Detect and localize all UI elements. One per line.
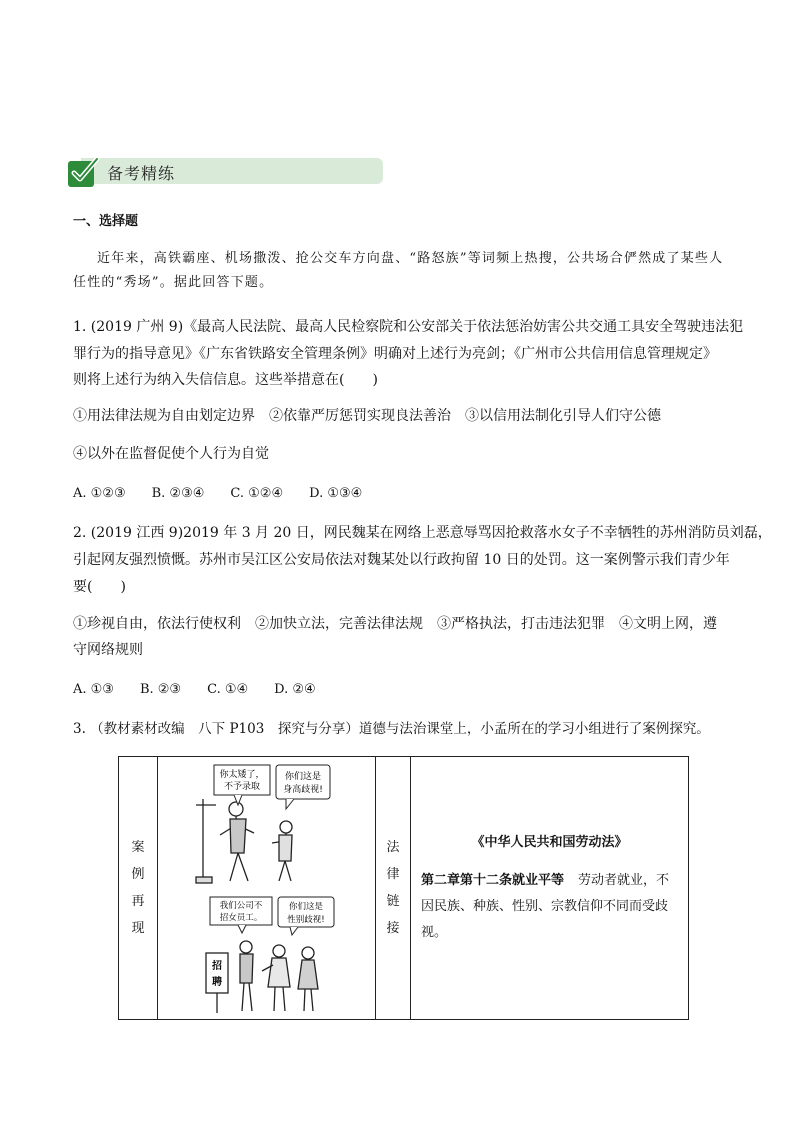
q1-options-line-1: ①用法律法规为自由划定边界 ②依靠严厉惩罚实现良法善治 ③以信用法制化引导人们守公德 xyxy=(73,408,661,424)
law-label-char: 链 xyxy=(386,894,400,909)
cartoon-cell xyxy=(158,757,376,1020)
q1-options-line-2: ④以外在监督促使个人行为自觉 xyxy=(73,446,269,462)
case-label-char: 案 xyxy=(131,840,145,855)
sign-text: 招 xyxy=(212,961,222,972)
law-text-2: 因民族、种族、性别、宗教信仰不同而受歧 xyxy=(421,898,669,914)
speech-bubble-2 xyxy=(276,765,330,809)
law-label-char: 律 xyxy=(386,867,400,882)
q3-stem: 3. （教材素材改编 八下 P103 探究与分享）道德与法治课堂上，小孟所在的学习小组进行了案例探究。 xyxy=(73,721,710,737)
scene-height-discrimination xyxy=(196,799,292,883)
check-icon xyxy=(67,156,101,188)
bubble-3-line-2: 招女员工。 xyxy=(219,913,263,923)
cartoon-illustration xyxy=(158,757,375,1019)
bubble-3-line-1: 我们公司不 xyxy=(219,901,263,911)
speech-bubble-4 xyxy=(278,897,334,935)
intro-line-2: 任性的“秀场”。据此回答下题。 xyxy=(73,275,274,290)
q2-stem-line-3: 要( ) xyxy=(73,579,126,595)
law-label-char: 接 xyxy=(386,921,400,936)
law-label-char: 法 xyxy=(386,840,400,855)
law-label-cell xyxy=(376,757,411,1020)
q1-choices: A. ①②③ B. ②③④ C. ①②④ D. ①③④ xyxy=(73,486,363,501)
case-label-cell xyxy=(119,757,158,1020)
law-text-3: 视。 xyxy=(421,924,448,940)
q2-options-line-2: 守网络规则 xyxy=(73,642,143,658)
section-banner xyxy=(67,156,385,186)
q1-stem-line-1: 1. (2019 广州 9)《最高人民法院、最高人民检察院和公安部关于依法惩治妨害公共交通工具安全驾驶违法犯 xyxy=(73,319,744,335)
law-body xyxy=(411,868,688,946)
law-text-1: 劳动者就业，不 xyxy=(578,872,670,888)
bubble-4-line-1: 你们这是 xyxy=(288,902,324,912)
scene-gender-discrimination xyxy=(240,941,318,1011)
law-title: 《中华人民共和国劳动法》 xyxy=(471,834,628,850)
bubble-1-line-2: 不予录取 xyxy=(223,782,261,792)
bubble-2-line-1: 你们这是 xyxy=(284,772,322,782)
q1-stem-line-3: 则将上述行为纳入失信信息。这些举措意在( ) xyxy=(73,372,378,388)
q2-choices: A. ①③ B. ②③ C. ①④ D. ②④ xyxy=(73,682,316,697)
case-table xyxy=(118,756,689,1020)
q2-stem-line-1: 2. (2019 江西 9)2019 年 3 月 20 日，网民魏某在网络上恶意辱骂因抢救落水女子不幸牺牲的苏州消防员刘磊， xyxy=(73,525,772,541)
q2-options-line-1: ①珍视自由，依法行使权利 ②加快立法，完善法律法规 ③严格执法，打击违法犯罪 ④文明上网，遵 xyxy=(73,616,717,632)
case-label-char: 例 xyxy=(131,867,145,882)
q2-stem-line-2: 引起网友强烈愤慨。苏州市吴江区公安局依法对魏某处以行政拘留 10 日的处罚。这一案例警示我们青少年 xyxy=(73,552,730,568)
svg-text:聘: 聘 xyxy=(212,977,222,988)
bubble-1-line-1: 你太矮了， xyxy=(219,770,265,780)
bubble-4-line-2: 性别歧视! xyxy=(287,915,325,925)
speech-bubble-3 xyxy=(210,897,272,933)
speech-bubble-1 xyxy=(214,765,270,805)
intro-line-1: 近年来，高铁霸座、机场撒泼、抢公交车方向盘、“路怒族”等词频上热搜，公共场合俨然成了某些人 xyxy=(97,251,724,266)
q1-stem-line-2: 罪行为的指导意见》《广东省铁路安全管理条例》明确对上述行为亮剑；《广州市公共信用信息管理规定》 xyxy=(73,346,717,362)
case-label-char: 再 xyxy=(131,894,145,909)
section-heading: 一、选择题 xyxy=(73,214,139,229)
recruitment-sign xyxy=(206,953,228,1013)
law-article: 第二章第十二条就业平等 xyxy=(421,872,565,888)
case-label-char: 现 xyxy=(131,921,145,936)
bubble-2-line-2: 身高歧视! xyxy=(283,785,323,795)
banner-title: 备考精练 xyxy=(107,164,176,183)
law-content-cell xyxy=(411,757,689,1020)
